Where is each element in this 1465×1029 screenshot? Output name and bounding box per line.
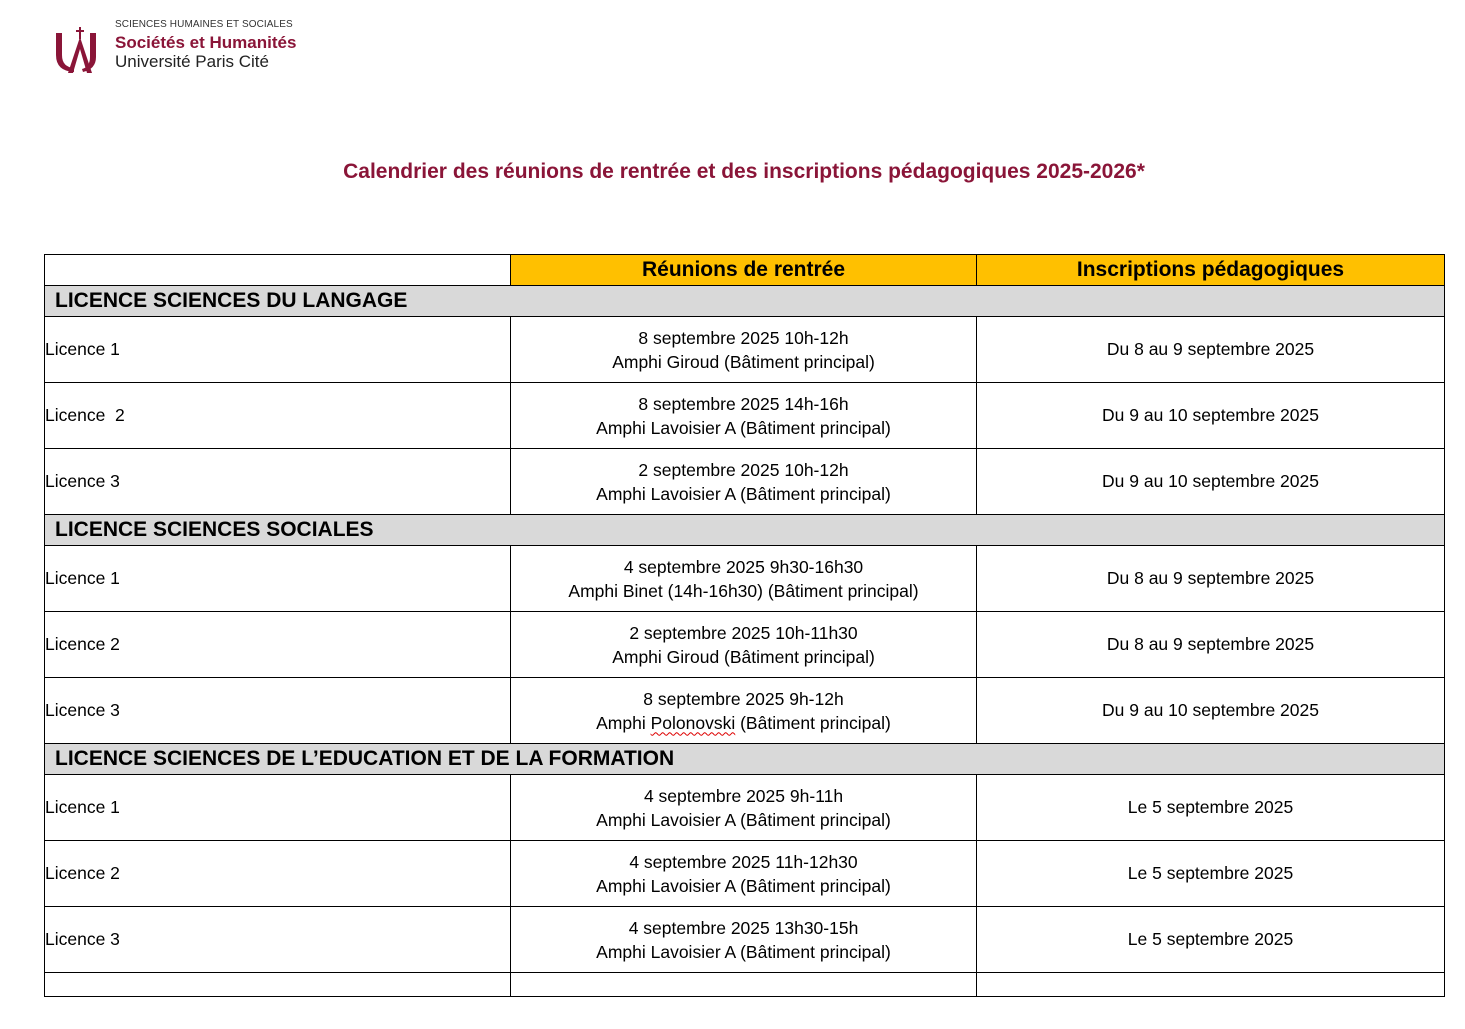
header-inscriptions: Inscriptions pédagogiques: [977, 255, 1445, 286]
section-row: [45, 286, 1445, 317]
section-title: LICENCE SCIENCES SOCIALES: [45, 515, 1445, 546]
reunion-cell: [511, 841, 977, 907]
reunion-place-suffix: (Bâtiment principal): [735, 712, 891, 733]
inscription-cell: Du 8 au 9 septembre 2025: [977, 612, 1445, 678]
reunion-place: Amphi Giroud (Bâtiment principal): [612, 646, 875, 667]
reunion-place: Amphi Lavoisier A (Bâtiment principal): [596, 809, 891, 830]
table-header-row: [45, 255, 1445, 286]
inscription-cell: Le 5 septembre 2025: [977, 775, 1445, 841]
section-row: [45, 515, 1445, 546]
level-cell: Licence 1: [45, 546, 511, 612]
reunion-date: 8 septembre 2025 10h-12h: [638, 327, 849, 348]
empty-cell: [977, 973, 1445, 997]
level-cell: Licence 3: [45, 678, 511, 744]
reunion-date: 4 septembre 2025 13h30-15h: [628, 917, 859, 938]
university-name: Université Paris Cité: [115, 52, 269, 71]
reunion-date: 4 septembre 2025 9h30-16h30: [623, 556, 864, 577]
reunion-place: Amphi Lavoisier A (Bâtiment principal): [596, 941, 891, 962]
reunion-place-prefix: Amphi: [596, 712, 651, 733]
reunion-cell: [511, 907, 977, 973]
reunion-date: 8 septembre 2025 9h-12h: [643, 688, 844, 709]
reunion-cell: [511, 775, 977, 841]
inscription-cell: Le 5 septembre 2025: [977, 841, 1445, 907]
university-logo: [54, 20, 324, 76]
table-row: [45, 449, 1445, 515]
table-row: [45, 317, 1445, 383]
brand-name: Sociétés et Humanités: [115, 33, 297, 52]
level-cell: Licence 2: [45, 383, 511, 449]
level-cell: Licence 1: [45, 775, 511, 841]
reunion-cell: [511, 449, 977, 515]
inscription-cell: Du 9 au 10 septembre 2025: [977, 383, 1445, 449]
reunion-place: Amphi Giroud (Bâtiment principal): [612, 351, 875, 372]
section-title: LICENCE SCIENCES DE L’EDUCATION ET DE LA FORMATION: [45, 744, 1445, 775]
inscription-cell: Du 8 au 9 septembre 2025: [977, 317, 1445, 383]
reunion-cell: [511, 612, 977, 678]
reunion-place-name: Polonovski: [650, 712, 736, 733]
table-row: [45, 383, 1445, 449]
level-cell: Licence 3: [45, 449, 511, 515]
reunion-cell: [511, 383, 977, 449]
empty-cell: [511, 973, 977, 997]
reunion-place: Amphi Lavoisier A (Bâtiment principal): [596, 875, 891, 896]
inscription-cell: Du 9 au 10 septembre 2025: [977, 678, 1445, 744]
reunion-cell: [511, 317, 977, 383]
reunion-place: Amphi Binet (14h-16h30) (Bâtiment principal): [568, 580, 919, 601]
reunion-date: 4 septembre 2025 9h-11h: [643, 785, 844, 806]
reunion-cell: [511, 546, 977, 612]
level-cell: Licence 2: [45, 841, 511, 907]
section-title: LICENCE SCIENCES DU LANGAGE: [45, 286, 1445, 317]
faculty-label: SCIENCES HUMAINES ET SOCIALES: [115, 19, 293, 30]
empty-row: [45, 973, 1445, 997]
reunion-date: 4 septembre 2025 11h-12h30: [629, 851, 858, 872]
level-cell: Licence 3: [45, 907, 511, 973]
inscription-cell: Du 9 au 10 septembre 2025: [977, 449, 1445, 515]
table-row: [45, 775, 1445, 841]
header-empty-cell: [45, 255, 511, 286]
table-row: [45, 841, 1445, 907]
level-cell: Licence 2: [45, 612, 511, 678]
reunion-place: Amphi Lavoisier A (Bâtiment principal): [596, 483, 891, 504]
up-cite-logo-icon: [54, 27, 102, 75]
calendar-table: [44, 254, 1445, 997]
header-reunions: Réunions de rentrée: [511, 255, 977, 286]
empty-cell: [45, 973, 511, 997]
reunion-date: 8 septembre 2025 14h-16h: [638, 393, 849, 414]
reunion-date: 2 septembre 2025 10h-11h30: [629, 622, 858, 643]
table-row: [45, 546, 1445, 612]
table-row: [45, 612, 1445, 678]
inscription-cell: Du 8 au 9 septembre 2025: [977, 546, 1445, 612]
reunion-cell: [511, 678, 977, 744]
reunion-place: Amphi Lavoisier A (Bâtiment principal): [596, 417, 891, 438]
reunion-date: 2 septembre 2025 10h-12h: [638, 459, 849, 480]
section-row: [45, 744, 1445, 775]
level-cell: Licence 1: [45, 317, 511, 383]
table-row: [45, 678, 1445, 744]
inscription-cell: Le 5 septembre 2025: [977, 907, 1445, 973]
page-title: Calendrier des réunions de rentrée et des inscriptions pédagogiques 2025-2026*: [343, 160, 1145, 183]
table-row: [45, 907, 1445, 973]
